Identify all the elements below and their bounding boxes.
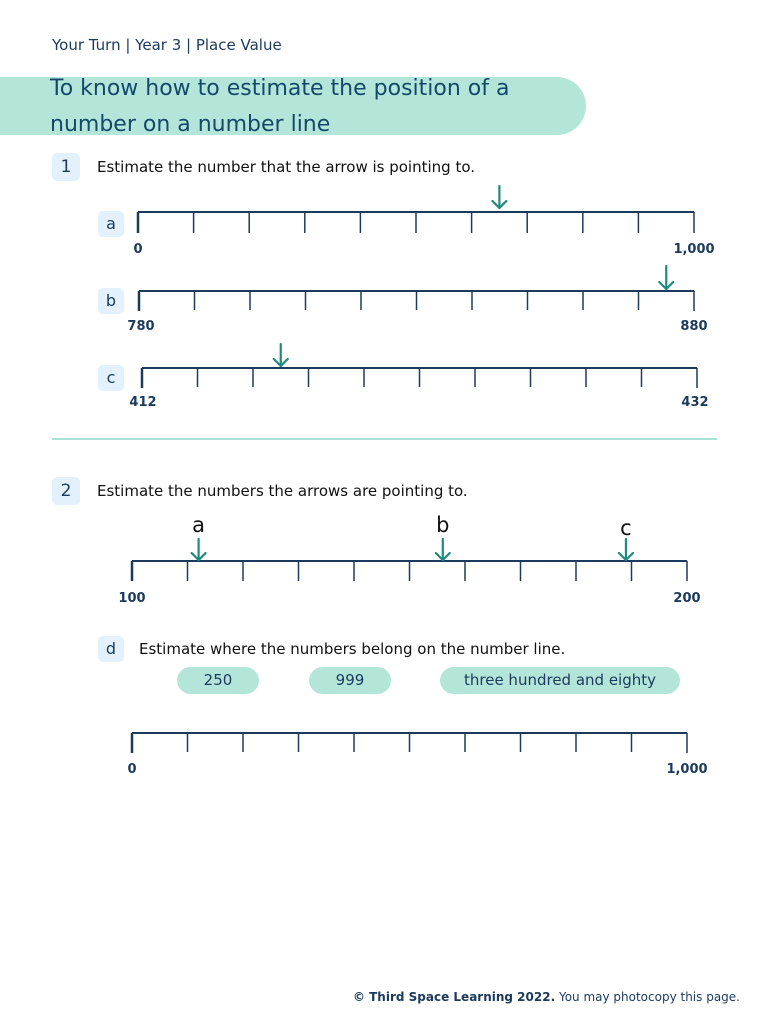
number-line-a-start: 0 [133,242,143,257]
number-line-a [133,186,714,257]
number-line-2 [118,513,700,606]
number-line-c-start: 412 [129,395,157,410]
number-line-d-end: 1,000 [666,762,708,777]
part-c-label: c [98,365,124,391]
question-1-text: Estimate the number that the arrow is pointing to. [97,158,476,176]
number-card-250[interactable]: 250 [177,667,259,694]
footer-copyright-bold: © Third Space Learning 2022. [352,990,556,1004]
number-line-a-end: 1,000 [673,242,715,257]
worksheet-header: Your Turn | Year 3 | Place Value [52,36,282,54]
number-line-b [127,266,707,334]
arrow-label-b: b [436,513,450,537]
number-line-c [129,344,708,410]
number-line-b-start: 780 [127,319,155,334]
objective-line-2: number on a number line [50,112,331,137]
question-2-text: Estimate the numbers the arrows are pointing to. [97,482,468,500]
objective-line-1: To know how to estimate the position of a [50,76,510,101]
part-a-label: a [98,211,124,237]
number-line-b-end: 880 [680,319,708,334]
number-line-2-start: 100 [118,591,146,606]
arrow-label-a: a [192,513,206,537]
number-line-c-end: 432 [681,395,709,410]
arrow-label-c: c [620,516,632,540]
footer-copyright [353,990,740,1004]
number-line-d [127,733,707,777]
number-line-d-start: 0 [127,762,137,777]
number-card-999[interactable]: 999 [309,667,391,694]
question-2-number: 2 [52,477,80,505]
part-d-text: Estimate where the numbers belong on the number line. [139,640,566,658]
number-line-2-end: 200 [673,591,701,606]
section-divider [52,438,717,440]
question-1-number: 1 [52,153,80,181]
part-d-label: d [98,636,124,662]
footer-copyright-rest: You may photocopy this page. [555,990,740,1004]
number-card-380-words[interactable]: three hundred and eighty [440,667,680,694]
part-b-label: b [98,288,124,314]
